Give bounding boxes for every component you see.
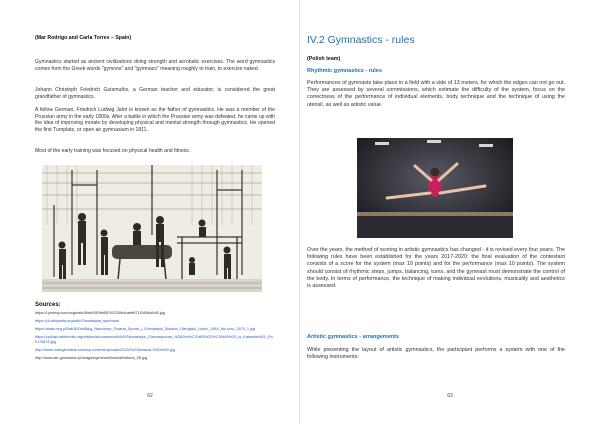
authors-line: (Mar Rodrigo and Carla Torres – Spain) <box>35 35 132 41</box>
paragraph-1: Gymnastics started as ancient civilizations doing strength and acrobatic exercises. The word gymnastics comes from the Greek words "gymnos" and "gymnazo" meaning roughly to train, to exercise naked. <box>35 59 275 72</box>
source-link[interactable]: https://upload.wikimedia.org/wikipedia/commons/b/b5/Gimnastyka_Gimnastyczna_%28Gim%C3%B3%20%C3%A9%20_w_Kalwaria%29_1%E1%87A.jpg <box>35 335 274 344</box>
paragraph-4: Most of the early training was focused on physical health and fitness. <box>35 148 191 154</box>
team-label: (Polish team) <box>307 56 341 62</box>
source-link[interactable]: https://pl.wikipedia.org/wiki/Gimnastyka_sportowa <box>35 319 119 323</box>
page-number-left: 62 <box>147 393 153 399</box>
artistic-heading: Artistic gymnastics - arrangements <box>307 334 400 340</box>
right-page <box>300 0 600 424</box>
sources-list <box>35 311 275 361</box>
source-link[interactable]: http://www.miesgimnasia.com/wp-content/uploads/2013/04/Gimnasia-1000x500.jpg <box>35 348 175 352</box>
source-link[interactable]: http://www.sie-gimnasion.pl/images/general/historia/historia_05.jpg <box>35 356 148 360</box>
sources-heading: Sources: <box>35 302 61 308</box>
historical-gymnasium-engraving <box>42 165 262 292</box>
artistic-text: While presenting the layout of artistic gymnastics, the participant performs a system with one of the following instruments: <box>307 347 565 361</box>
scoring-text: Over the years, the method of scoring in artistic gymnastics has changed - it is revised every four years. The following rules have been established for the years 2017-2020: the final evaluation of the contestant consists of a score for the system (max 10 points) and for the performance (max 10 points). The system should consist of rhythmic steps, jumps, balancing, turns, and the gymnast must demonstrate the control of the body. In terms of performance, the technique of making individual evolutions, musicality and aesthetics is assessed. <box>307 247 565 290</box>
section-title: IV.2 Gymnastics - rules <box>307 34 415 46</box>
source-link[interactable]: https://i.pinimg.com/originals/3f/e8/5f/3fe85f7b2230b4cafe6f71f2d3f4e6d5.jpg <box>35 311 165 315</box>
page-number-right: 63 <box>447 393 453 399</box>
rhythmic-heading: Rhythmic gymnastics - rules <box>307 68 382 74</box>
paragraph-2: Johann Christoph Friedrich Gutsmuths, a German teacher and educator, is considered the great grandfather of gymnastics. <box>35 87 275 100</box>
paragraph-3: A fellow German, Friedrich Ludwig Jahn is known as the father of gymnastics. He was a member of the Prussian army in the early 1800s. After a battle in which the Prussian army was defeated, he came up with the idea of improving morale by developing physical and mental strength through gymnastics. He opened the first Turnplatz, or open air gymnasium in 1811. <box>35 107 275 133</box>
source-link[interactable]: https://static.nrg.pl/0ab30/0bd5a/g_Narodowy_Gwarta_Sports_i_Gimnastyki_Stadion_Olimpijski_Lipiec_1984_Mo-dow_2679_1.jpg <box>35 327 256 331</box>
rhythmic-text: Performances of gymnasts take place in a field with a side of 13 meters, for which the edges can not go out. They are assessed by several commissions, which estimate the difficulty of the system, focus on the correctness of the performance of individual elements, body technique and the technique of using the utensil, as well as artistic value. <box>307 80 565 108</box>
gymnast-photo <box>357 138 513 238</box>
